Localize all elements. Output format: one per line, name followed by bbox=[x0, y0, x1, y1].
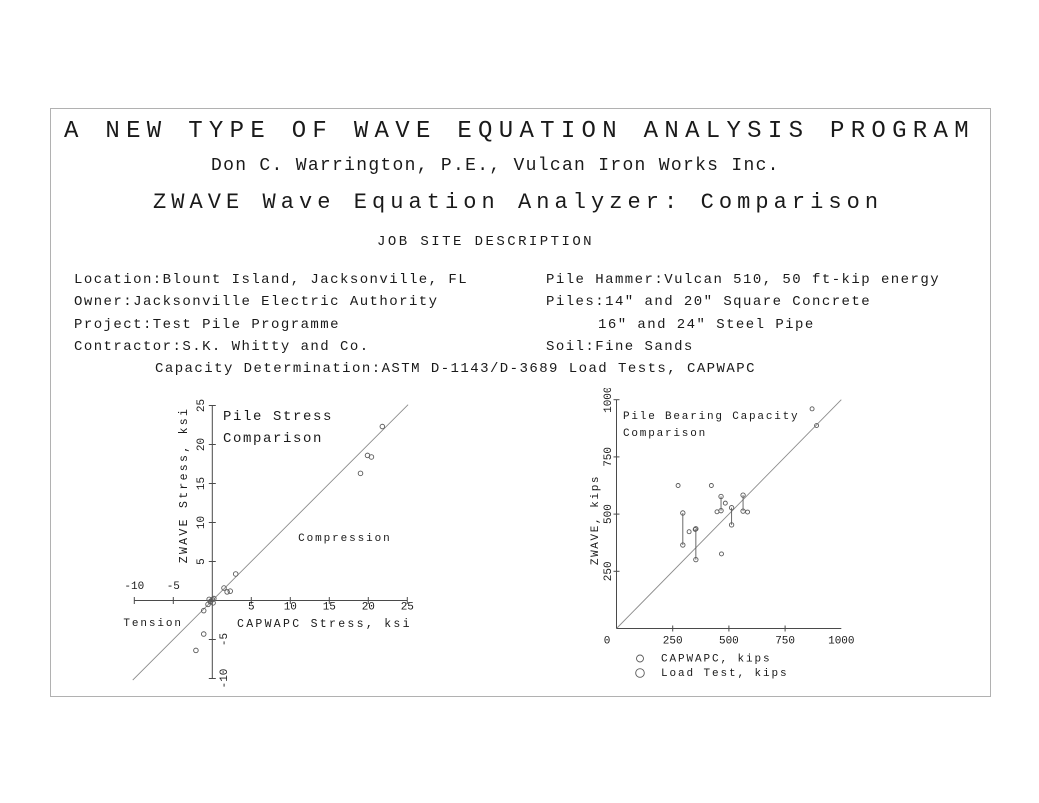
y-tick-label: 500 bbox=[603, 504, 615, 525]
job-soil-line: Soil:Fine Sands bbox=[546, 339, 694, 355]
data-point bbox=[746, 510, 750, 514]
y-tick-label: 5 bbox=[196, 558, 208, 565]
y-axis-label: ZWAVE Stress, ksi bbox=[178, 406, 191, 564]
job-pile-hammer-line: Pile Hammer:Vulcan 510, 50 ft-kip energy bbox=[546, 272, 941, 288]
data-point bbox=[211, 601, 216, 606]
data-point bbox=[709, 484, 713, 488]
x-tick-label: 750 bbox=[775, 635, 796, 648]
job-owner-line: Owner:Jacksonville Electric Authority bbox=[74, 294, 439, 310]
y-tick-label: 250 bbox=[603, 561, 615, 582]
legend-label: Load Test, kips bbox=[661, 668, 789, 680]
y-tick-label: 15 bbox=[196, 476, 208, 491]
data-point bbox=[815, 424, 819, 428]
pile-stress-chart bbox=[100, 395, 435, 705]
job-project-line: Project:Test Pile Programme bbox=[74, 316, 340, 333]
data-point bbox=[810, 407, 814, 411]
page-title: A NEW TYPE OF WAVE EQUATION ANALYSIS PROGRAM bbox=[64, 118, 975, 145]
chart-annotation: Compression bbox=[298, 533, 392, 546]
x-tick-label: 25 bbox=[400, 601, 414, 614]
x-tick-label: 20 bbox=[361, 601, 375, 614]
data-point bbox=[676, 484, 680, 488]
x-tick-label: 250 bbox=[662, 635, 683, 648]
x-tick-label: 10 bbox=[283, 601, 297, 614]
y-tick-label: 1000 bbox=[603, 388, 615, 413]
pile-bearing-capacity-comparison bbox=[580, 388, 890, 693]
x-tick-label: 0 bbox=[603, 635, 611, 648]
data-point bbox=[228, 589, 233, 594]
x-tick-label: -10 bbox=[124, 581, 145, 593]
y-tick-label: 750 bbox=[603, 446, 615, 467]
data-point bbox=[369, 455, 374, 460]
bearing-capacity-chart bbox=[580, 388, 890, 693]
x-tick-label: 1000 bbox=[828, 635, 855, 648]
capacity-determination-line: Capacity Determination:ASTM D-1143/D-3689 Load Tests, CAPWAPC bbox=[155, 361, 756, 377]
y-tick-label: -10 bbox=[219, 668, 231, 689]
x-tick-label: 15 bbox=[322, 601, 336, 614]
x-tick-label: 500 bbox=[718, 635, 739, 648]
chart-annotation: Tension bbox=[123, 618, 183, 631]
data-point bbox=[194, 648, 199, 653]
legend-circle-icon bbox=[637, 655, 644, 662]
y-tick-label: 10 bbox=[196, 515, 208, 530]
subtitle: ZWAVE Wave Equation Analyzer: Comparison bbox=[153, 190, 884, 215]
y-axis-label: ZWAVE, kips bbox=[590, 474, 602, 566]
chart-title-line: Pile Bearing Capacity bbox=[623, 411, 800, 423]
chart-title-line: Comparison bbox=[223, 431, 324, 447]
chart-title-line: Comparison bbox=[623, 428, 708, 440]
data-point bbox=[715, 510, 719, 514]
chart-title-line: Pile Stress bbox=[223, 409, 334, 425]
pile-stress-comparison bbox=[100, 395, 435, 705]
job-piles-line: Piles:14" and 20" Square Concrete bbox=[546, 294, 872, 310]
y-tick-label: 25 bbox=[196, 398, 208, 413]
x-tick-label: 5 bbox=[247, 601, 255, 614]
data-point bbox=[358, 471, 363, 476]
y-tick-label: 20 bbox=[196, 437, 208, 452]
legend-label: CAPWAPC, kips bbox=[661, 653, 772, 666]
data-point bbox=[201, 632, 206, 637]
data-point bbox=[719, 552, 723, 556]
job-contractor-line: Contractor:S.K. Whitty and Co. bbox=[74, 339, 370, 355]
x-axis-label: CAPWAPC Stress, ksi bbox=[237, 618, 412, 631]
y-tick-label: -5 bbox=[219, 632, 231, 647]
job-piles-line-2: 16" and 24" Steel Pipe bbox=[598, 316, 815, 333]
data-point bbox=[687, 530, 691, 534]
data-point bbox=[723, 501, 727, 505]
legend-circle-icon bbox=[636, 669, 645, 678]
data-point bbox=[225, 590, 230, 595]
data-point bbox=[380, 424, 385, 429]
author-line: Don C. Warrington, P.E., Vulcan Iron Works Inc. bbox=[211, 156, 780, 176]
x-tick-label: -5 bbox=[166, 581, 180, 593]
section-heading: JOB SITE DESCRIPTION bbox=[377, 234, 595, 250]
data-point bbox=[233, 572, 238, 577]
job-location-line: Location:Blount Island, Jacksonville, FL bbox=[74, 272, 469, 288]
